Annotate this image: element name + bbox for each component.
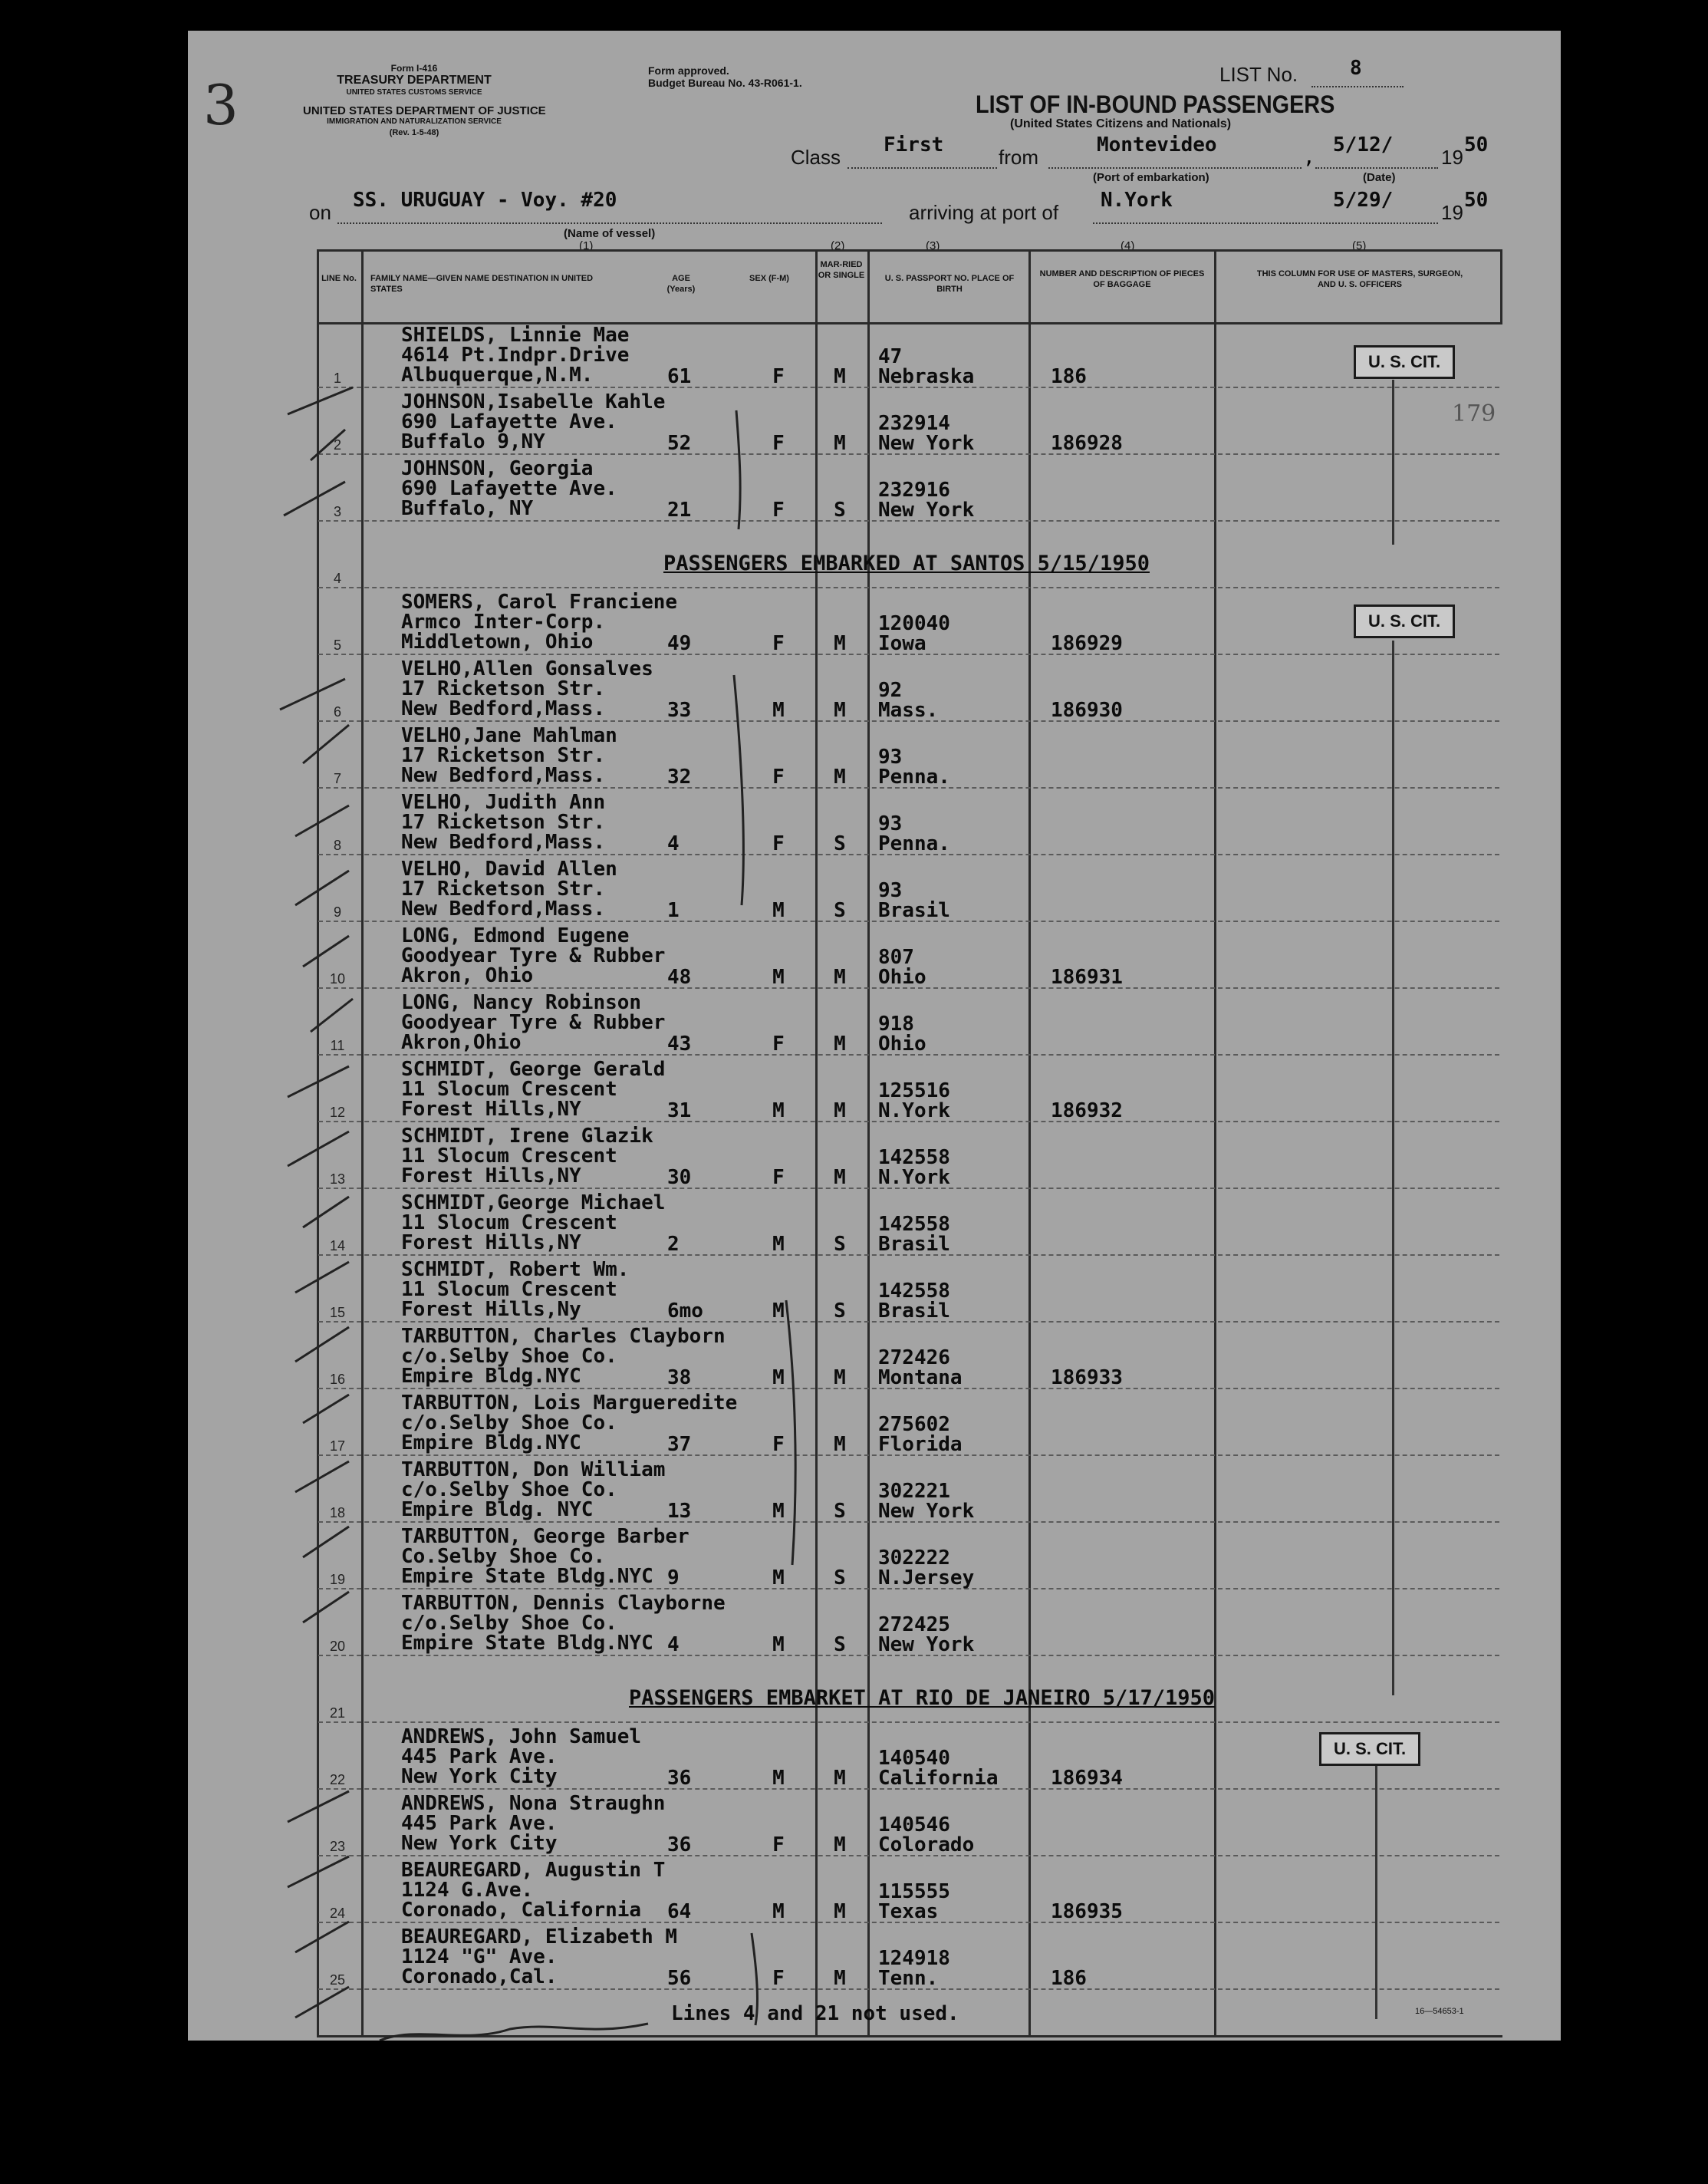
line-number: 2 — [333, 437, 341, 453]
address-line: 11 Slocum Crescent — [401, 1211, 617, 1234]
destination: New Bedford,Mass. — [401, 898, 606, 921]
line-number: 22 — [329, 1772, 346, 1787]
destination: New Bedford,Mass. — [401, 697, 606, 720]
col-header-name: FAMILY NAME—GIVEN NAME DESTINATION IN UNITED STATES — [370, 274, 594, 294]
col-num-5: (5) — [1352, 239, 1367, 252]
col-header-married: MAR-RIED OR SINGLE — [818, 260, 865, 280]
passport-number: 302222 — [878, 1547, 950, 1570]
sex: M — [772, 699, 785, 722]
marital-status: S — [834, 1300, 846, 1323]
sex: M — [772, 1099, 785, 1122]
baggage-number: 186 — [1051, 365, 1087, 388]
passenger-name: TARBUTTON, Don William — [401, 1458, 666, 1481]
vessel-caption: (Name of vessel) — [564, 227, 656, 240]
section-heading: PASSENGERS EMBARKET AT RIO DE JANEIRO 5/17/1950 — [629, 1686, 1216, 1710]
destination: New Bedford,Mass. — [401, 831, 606, 854]
age: 4 — [667, 832, 680, 855]
list-number-label: LIST No. — [1219, 63, 1298, 86]
col-header-baggage: NUMBER AND DESCRIPTION OF PIECES OF BAGGAGE — [1039, 269, 1205, 289]
place-of-birth: Ohio — [878, 966, 926, 989]
passport-number: 93 — [878, 746, 903, 769]
age: 30 — [667, 1166, 692, 1189]
address-line: c/o.Selby Shoe Co. — [401, 1345, 617, 1368]
place-of-birth: N.York — [878, 1099, 950, 1122]
baggage-number: 186933 — [1051, 1366, 1123, 1389]
passport-number: 272425 — [878, 1613, 950, 1636]
passenger-name: VELHO, Judith Ann — [401, 791, 606, 814]
passport-number: 115555 — [878, 1880, 950, 1903]
address-line: 11 Slocum Crescent — [401, 1078, 617, 1101]
sex: F — [772, 499, 785, 522]
age: 33 — [667, 699, 692, 722]
passenger-name: JOHNSON,Isabelle Kahle — [401, 390, 666, 413]
embark-year: 50 — [1464, 133, 1489, 156]
form-revision: (Rev. 1-5-48) — [389, 128, 439, 137]
place-of-birth: Penna. — [878, 832, 950, 855]
sex: M — [772, 966, 785, 989]
sex: M — [772, 1366, 785, 1389]
passenger-name: VELHO,Jane Mahlman — [401, 724, 617, 747]
place-of-birth: Brasil — [878, 899, 950, 922]
passport-number: 93 — [878, 812, 903, 835]
citizen-stamp: U. S. CIT. — [1354, 604, 1455, 638]
marital-status: M — [834, 432, 846, 455]
arrival-date: 5/29/ — [1333, 189, 1394, 212]
destination: Coronado,Cal. — [401, 1965, 558, 1988]
passenger-name: BEAUREGARD, Augustin T — [401, 1859, 666, 1882]
address-line: 17 Ricketson Str. — [401, 744, 606, 767]
col-num-3: (3) — [926, 239, 940, 252]
list-number-value: 8 — [1350, 57, 1362, 80]
place-of-birth: Iowa — [878, 632, 926, 655]
marital-status: S — [834, 1566, 846, 1589]
passport-number: 142558 — [878, 1280, 950, 1303]
baggage-number: 186934 — [1051, 1767, 1123, 1790]
sex: M — [772, 1633, 785, 1656]
address-line: 11 Slocum Crescent — [401, 1278, 617, 1301]
marital-status: S — [834, 1500, 846, 1523]
age: 13 — [667, 1500, 692, 1523]
place-of-birth: California — [878, 1767, 999, 1790]
address-line: 690 Lafayette Ave. — [401, 410, 617, 433]
manifest-page — [188, 31, 1561, 2041]
passenger-name: VELHO, David Allen — [401, 858, 617, 881]
age: 31 — [667, 1099, 692, 1122]
sex: M — [772, 1900, 785, 1923]
year-prefix: 19 — [1441, 146, 1463, 169]
place-of-birth: Ohio — [878, 1033, 926, 1056]
line-number: 25 — [329, 1972, 346, 1988]
sex: M — [772, 1300, 785, 1323]
baggage-number: 186928 — [1051, 432, 1123, 455]
passport-number: 142558 — [878, 1213, 950, 1236]
destination: Empire Bldg. NYC — [401, 1498, 594, 1521]
marital-status: S — [834, 499, 846, 522]
marital-status: M — [834, 1900, 846, 1923]
baggage-number: 186931 — [1051, 966, 1123, 989]
address-line: 17 Ricketson Str. — [401, 878, 606, 901]
destination: Buffalo 9,NY — [401, 430, 545, 453]
sex: F — [772, 766, 785, 789]
marital-status: M — [834, 365, 846, 388]
baggage-number: 186 — [1051, 1967, 1087, 1990]
age: 1 — [667, 899, 680, 922]
passport-number: 918 — [878, 1013, 914, 1036]
marital-status: S — [834, 899, 846, 922]
place-of-birth: Colorado — [878, 1833, 975, 1856]
destination: Coronado, California — [401, 1899, 642, 1922]
address-line: 1124 "G" Ave. — [401, 1945, 558, 1968]
place-of-birth: Montana — [878, 1366, 963, 1389]
sex: M — [772, 1233, 785, 1256]
marital-status: S — [834, 1633, 846, 1656]
page-title: LIST OF IN-BOUND PASSENGERS — [976, 91, 1335, 118]
address-line: 445 Park Ave. — [401, 1745, 558, 1768]
age: 38 — [667, 1366, 692, 1389]
passport-number: 124918 — [878, 1947, 950, 1970]
marital-status: S — [834, 1233, 846, 1256]
sex: F — [772, 1166, 785, 1189]
embark-date: 5/12/ — [1333, 133, 1394, 156]
address-line: Co.Selby Shoe Co. — [401, 1545, 606, 1568]
destination: Middletown, Ohio — [401, 631, 594, 654]
place-of-birth: Florida — [878, 1433, 963, 1456]
marital-status: M — [834, 699, 846, 722]
age: 2 — [667, 1233, 680, 1256]
age: 36 — [667, 1833, 692, 1856]
marital-status: M — [834, 1433, 846, 1456]
arrival-year: 50 — [1464, 189, 1489, 212]
passenger-name: BEAUREGARD, Elizabeth M — [401, 1925, 678, 1948]
passenger-name: SHIELDS, Linnie Mae — [401, 324, 630, 347]
sex: M — [772, 1767, 785, 1790]
from-label: from — [999, 146, 1038, 169]
address-line: Goodyear Tyre & Rubber — [401, 1011, 666, 1034]
address-line: c/o.Selby Shoe Co. — [401, 1478, 617, 1501]
line-number: 1 — [333, 371, 341, 386]
age: 21 — [667, 499, 692, 522]
baggage-number: 186932 — [1051, 1099, 1123, 1122]
line-number: 17 — [329, 1438, 346, 1454]
passenger-name: TARBUTTON, George Barber — [401, 1525, 689, 1548]
marital-status: M — [834, 766, 846, 789]
address-line: 11 Slocum Crescent — [401, 1145, 617, 1168]
address-line: c/o.Selby Shoe Co. — [401, 1412, 617, 1435]
passenger-name: ANDREWS, John Samuel — [401, 1725, 642, 1748]
sex: F — [772, 432, 785, 455]
arrival-port: N.York — [1101, 189, 1173, 212]
marital-status: M — [834, 632, 846, 655]
destination: New York City — [401, 1832, 558, 1855]
port-caption: (Port of embarkation) — [1093, 171, 1209, 184]
baggage-number: 186930 — [1051, 699, 1123, 722]
citizen-stamp: U. S. CIT. — [1354, 345, 1455, 379]
destination: Forest Hills,NY — [401, 1231, 581, 1254]
destination: Empire State Bldg.NYC — [401, 1565, 653, 1588]
col-header-passport: U. S. PASSPORT NO. PLACE OF BIRTH — [884, 274, 1015, 294]
passenger-name: SCHMIDT, Irene Glazik — [401, 1125, 653, 1148]
ins-service: IMMIGRATION AND NATURALIZATION SERVICE — [327, 117, 502, 126]
address-line: 17 Ricketson Str. — [401, 811, 606, 834]
line-number: 15 — [329, 1305, 346, 1320]
age: 37 — [667, 1433, 692, 1456]
line-number: 24 — [329, 1906, 346, 1921]
line-number: 21 — [329, 1705, 346, 1721]
citizen-stamp: U. S. CIT. — [1319, 1732, 1420, 1766]
line-number: 14 — [329, 1238, 346, 1253]
passport-number: 47 — [878, 345, 903, 368]
passport-number: 93 — [878, 879, 903, 902]
baggage-number: 186929 — [1051, 632, 1123, 655]
place-of-birth: N.Jersey — [878, 1566, 975, 1589]
passport-number: 275602 — [878, 1413, 950, 1436]
sex: M — [772, 899, 785, 922]
destination: Forest Hills,NY — [401, 1164, 581, 1188]
line-number: 18 — [329, 1505, 346, 1520]
marital-status: M — [834, 966, 846, 989]
destination: Forest Hills,NY — [401, 1098, 581, 1121]
place-of-birth: Mass. — [878, 699, 939, 722]
marital-status: M — [834, 1833, 846, 1856]
age: 6mo — [667, 1300, 703, 1323]
age: 36 — [667, 1767, 692, 1790]
passport-number: 140546 — [878, 1813, 950, 1836]
line-number: 8 — [333, 838, 341, 853]
address-line: Armco Inter-Corp. — [401, 611, 606, 634]
passenger-name: JOHNSON, Georgia — [401, 457, 594, 480]
passenger-name: TARBUTTON, Lois Margueredite — [401, 1392, 738, 1415]
destination: Empire Bldg.NYC — [401, 1431, 581, 1454]
line-number: 12 — [329, 1105, 346, 1120]
address-line: 4614 Pt.Indpr.Drive — [401, 344, 630, 367]
passport-number: 125516 — [878, 1079, 950, 1102]
passenger-name: SOMERS, Carol Franciene — [401, 591, 678, 614]
passport-number: 272426 — [878, 1346, 950, 1369]
col-num-1: (1) — [579, 239, 594, 252]
date-caption: (Date) — [1363, 171, 1396, 184]
page-subtitle: (United States Citizens and Nationals) — [1010, 117, 1232, 130]
age: 32 — [667, 766, 692, 789]
passport-number: 807 — [878, 946, 914, 969]
destination: New Bedford,Mass. — [401, 764, 606, 787]
line-number: 13 — [329, 1171, 346, 1187]
budget-bureau: Budget Bureau No. 43-R061-1. — [648, 77, 802, 89]
place-of-birth: Brasil — [878, 1300, 950, 1323]
line-number: 5 — [333, 637, 341, 653]
destination: Empire State Bldg.NYC — [401, 1632, 653, 1655]
form-number: Form I-416 — [390, 63, 438, 74]
passport-number: 142558 — [878, 1146, 950, 1169]
section-heading: PASSENGERS EMBARKED AT SANTOS 5/15/1950 — [663, 552, 1150, 575]
col-num-2: (2) — [831, 239, 845, 252]
place-of-birth: Nebraska — [878, 365, 975, 388]
address-line: Goodyear Tyre & Rubber — [401, 944, 666, 967]
col-header-sex: SEX (F-M) — [749, 274, 789, 283]
col-header-line: LINE No. — [321, 274, 357, 283]
from-comma: , — [1303, 146, 1315, 169]
place-of-birth: New York — [878, 432, 975, 455]
address-line: c/o.Selby Shoe Co. — [401, 1612, 617, 1635]
place-of-birth: Penna. — [878, 766, 950, 789]
age: 4 — [667, 1633, 680, 1656]
passenger-name: SCHMIDT, George Gerald — [401, 1058, 666, 1081]
address-line: 445 Park Ave. — [401, 1812, 558, 1835]
passenger-name: TARBUTTON, Dennis Clayborne — [401, 1592, 726, 1615]
sex: F — [772, 832, 785, 855]
place-of-birth: New York — [878, 1633, 975, 1656]
marital-status: M — [834, 1967, 846, 1990]
line-number: 16 — [329, 1372, 346, 1387]
age: 52 — [667, 432, 692, 455]
sex: F — [772, 1967, 785, 1990]
place-of-birth: New York — [878, 1500, 975, 1523]
marital-status: M — [834, 1099, 846, 1122]
passport-number: 302221 — [878, 1480, 950, 1503]
sex: M — [772, 1500, 785, 1523]
footer-note: Lines 4 and 21 not used. — [671, 2002, 959, 2025]
age: 48 — [667, 966, 692, 989]
passport-number: 92 — [878, 679, 903, 702]
age: 56 — [667, 1967, 692, 1990]
line-number: 4 — [333, 571, 341, 586]
destination: Buffalo, NY — [401, 497, 534, 520]
place-of-birth: Brasil — [878, 1233, 950, 1256]
marital-status: M — [834, 1366, 846, 1389]
line-number: 20 — [329, 1639, 346, 1654]
sex: F — [772, 365, 785, 388]
passport-number: 120040 — [878, 612, 950, 635]
age: 43 — [667, 1033, 692, 1056]
destination: Forest Hills,Ny — [401, 1298, 581, 1321]
passport-number: 232914 — [878, 412, 950, 435]
line-number: 3 — [333, 504, 341, 519]
address-line: 1124 G.Ave. — [401, 1879, 534, 1902]
arriving-label: arriving at port of — [909, 201, 1059, 224]
passenger-name: LONG, Nancy Robinson — [401, 991, 642, 1014]
col-header-officers: THIS COLUMN FOR USE OF MASTERS, SURGEON, AND U. S. OFFICERS — [1256, 269, 1463, 289]
vessel-name: SS. URUGUAY - Voy. #20 — [353, 189, 617, 212]
col-header-age: AGE (Years) — [666, 274, 696, 294]
age: 64 — [667, 1900, 692, 1923]
age: 61 — [667, 365, 692, 388]
class-value: First — [884, 133, 944, 156]
marital-status: M — [834, 1166, 846, 1189]
place-of-birth: Tenn. — [878, 1967, 939, 1990]
margin-number: 179 — [1452, 400, 1496, 427]
age: 49 — [667, 632, 692, 655]
tally-marks — [188, 31, 1561, 2041]
address-line: 690 Lafayette Ave. — [401, 477, 617, 500]
passenger-name: LONG, Edmond Eugene — [401, 924, 630, 947]
corner-mark: 3 — [203, 73, 239, 137]
passenger-name: VELHO,Allen Gonsalves — [401, 657, 653, 680]
marital-status: M — [834, 1767, 846, 1790]
col-num-4: (4) — [1121, 239, 1135, 252]
line-number: 7 — [333, 771, 341, 786]
line-number: 10 — [329, 971, 346, 987]
sex: F — [772, 1833, 785, 1856]
marital-status: S — [834, 832, 846, 855]
line-number: 11 — [330, 1038, 345, 1053]
place-of-birth: New York — [878, 499, 975, 522]
sex: F — [772, 1033, 785, 1056]
customs-service: UNITED STATES CUSTOMS SERVICE — [346, 88, 482, 97]
form-code: 16—54653-1 — [1415, 2007, 1464, 2016]
line-number: 6 — [333, 704, 341, 720]
sex: F — [772, 1433, 785, 1456]
port-of-embarkation: Montevideo — [1097, 133, 1217, 156]
destination: New York City — [401, 1765, 558, 1788]
justice-dept: UNITED STATES DEPARTMENT OF JUSTICE — [303, 104, 546, 117]
passport-number: 140540 — [878, 1747, 950, 1770]
class-label: Class — [791, 146, 841, 169]
passenger-name: SCHMIDT,George Michael — [401, 1191, 666, 1214]
place-of-birth: Texas — [878, 1900, 939, 1923]
line-number: 19 — [329, 1572, 346, 1587]
passport-number: 232916 — [878, 479, 950, 502]
address-line: 17 Ricketson Str. — [401, 677, 606, 700]
sex: F — [772, 632, 785, 655]
sex: M — [772, 1566, 785, 1589]
on-label: on — [309, 201, 331, 224]
marital-status: M — [834, 1033, 846, 1056]
year-prefix-2: 19 — [1441, 201, 1463, 224]
passenger-name: ANDREWS, Nona Straughn — [401, 1792, 666, 1815]
form-approved: Form approved. — [648, 64, 729, 77]
destination: Akron,Ohio — [401, 1031, 522, 1054]
destination: Albuquerque,N.M. — [401, 364, 594, 387]
destination: Akron, Ohio — [401, 964, 534, 987]
baggage-number: 186935 — [1051, 1900, 1123, 1923]
line-number: 9 — [333, 904, 341, 920]
treasury-dept: TREASURY DEPARTMENT — [337, 74, 492, 87]
place-of-birth: N.York — [878, 1166, 950, 1189]
passenger-name: SCHMIDT, Robert Wm. — [401, 1258, 630, 1281]
destination: Empire Bldg.NYC — [401, 1365, 581, 1388]
line-number: 23 — [329, 1839, 346, 1854]
passenger-name: TARBUTTON, Charles Clayborn — [401, 1325, 726, 1348]
age: 9 — [667, 1566, 680, 1589]
